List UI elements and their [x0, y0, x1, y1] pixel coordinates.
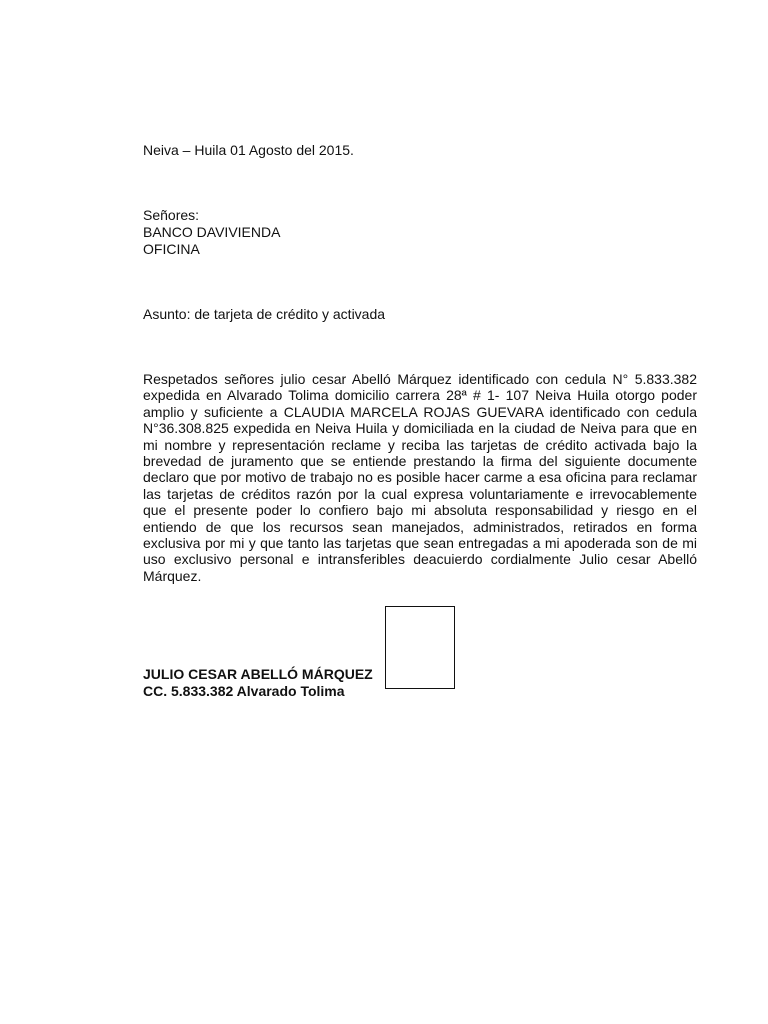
subject-line: Asunto: de tarjeta de crédito y activada [143, 306, 386, 322]
recipient-block [143, 207, 280, 258]
recipient-office: OFICINA [143, 241, 200, 257]
recipient-salutation: Señores: [143, 207, 200, 223]
fingerprint-box [385, 606, 455, 689]
letter-body: Respetados señores julio cesar Abelló Márquez identificado con cedula N° 5.833.382 expedida en Alvarado Tolima domicilio carrera 28ª # 1- 107 Neiva Huila otorgo poder amplio y suficiente a CLAUDIA MARCELA ROJAS GUEVARA identificado con cedula N°36.308.825 expedida en Neiva Huila y domiciliada en la ciudad de Neiva para que en mi nombre y representación reclame y reciba las tarjetas de crédito activada bajo la brevedad de juramento que se entiende prestando la firma del siguiente documente declaro que por motivo de trabajo no es posible hacer carme a esa oficina para reclamar las tarjetas de créditos razón por la cual expresa voluntariamente e irrevocablemente que el presente poder lo confiero bajo mi absoluta responsabilidad y riesgo en el entiendo de que los recursos sean manejados, administrados, retirados en forma exclusiva por mi y que tanto las tarjetas que sean entregadas a mi apoderada son de mi uso exclusivo personal e intransferibles deacuierdo cordialmente Julio cesar Abelló Márquez. [143, 371, 697, 584]
recipient-bank: BANCO DAVIVIENDA [143, 224, 281, 240]
signature-block [143, 666, 373, 700]
signature-name: JULIO CESAR ABELLÓ MÁRQUEZ [143, 666, 373, 682]
signature-id: CC. 5.833.382 Alvarado Tolima [143, 683, 345, 699]
place-date: Neiva – Huila 01 Agosto del 2015. [143, 142, 354, 158]
